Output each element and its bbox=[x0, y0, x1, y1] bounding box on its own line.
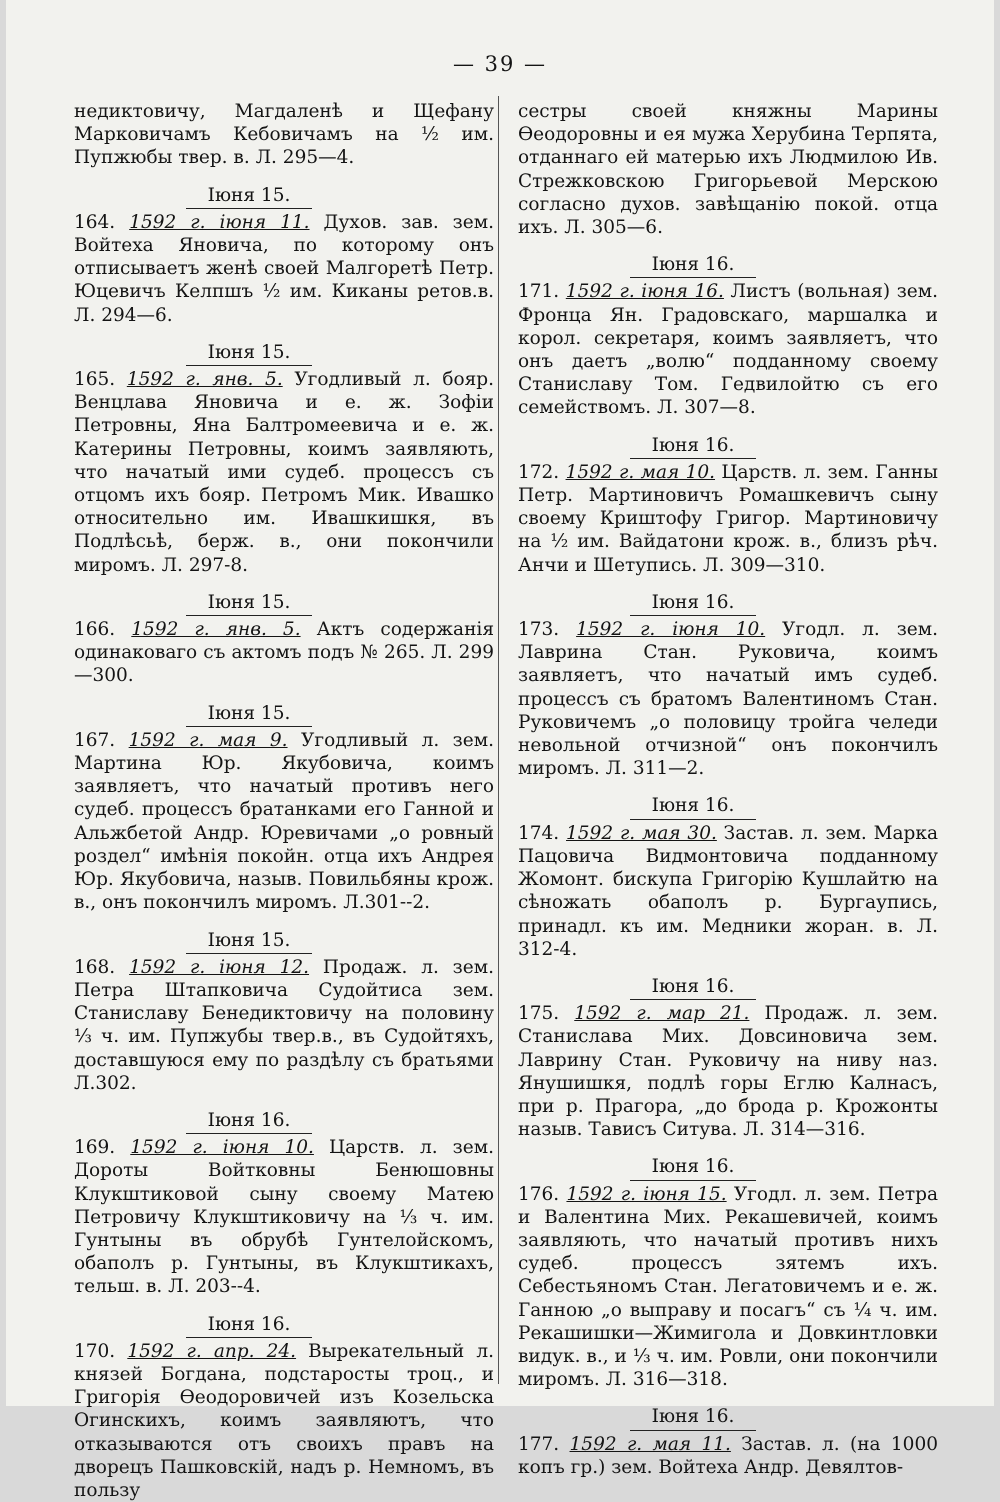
entry-number: 171. bbox=[518, 281, 566, 303]
entry-date-heading bbox=[518, 591, 938, 616]
entry-text: Застав. л. зем. Марка Пацовича Видмонтовича подданному Жомонт. бискупа Григорiю Кушлайтю на сѣножать обаполъ р. Бургаупись, принадл. къ им. Медники жоран. в. Л. 312-4. bbox=[518, 822, 938, 960]
entry-date: 1592 г. iюня 11. bbox=[129, 211, 310, 233]
entry-text: Листъ (вольная) зем. Фронца Ян. Градовскаго, маршалка и корол. секретаря, коимъ заявляетъ, что онъ даетъ „волю“ подданному своему Станиславу Том. Гедвилойтю съ его семействомъ. Л. 307—8. bbox=[518, 281, 939, 419]
entry-text: Продаж. л. зем. Петра Штапковича Судойтиса зем. Станиславу Бенедиктовичу на половину ⅓ ч. им. Пупжубы твер.в., въ Судойтяхъ, доставшуюся ему по раздѣлу съ братьями Л.302. bbox=[74, 956, 494, 1094]
register-entry bbox=[518, 1433, 938, 1479]
entry-date: 1592 г. мая 30. bbox=[566, 822, 717, 844]
entry-date-heading bbox=[518, 1155, 938, 1180]
register-entry bbox=[518, 1002, 938, 1141]
register-entry bbox=[74, 368, 494, 577]
entry-number: 166. bbox=[74, 619, 132, 641]
entry-date-heading bbox=[518, 253, 938, 278]
date-heading-text: Iюня 16. bbox=[630, 975, 757, 1000]
entry-text: Вырекательный л. князей Богдана, подстаросты троц., и Григорiя Ѳеодоровичей изъ Козельска Огинскихъ, коимъ заявляютъ, что отказываются отъ своихъ правъ на дворецъ Пашковскiй, надъ р. Немномъ, въ пользу bbox=[74, 1340, 494, 1501]
date-heading-text: Iюня 15. bbox=[186, 184, 313, 209]
register-entry bbox=[518, 618, 938, 780]
entry-number: 168. bbox=[74, 956, 130, 978]
entry-text: Угодл. л. зем. Петра и Валентина Мих. Рекашевичей, коимъ заявляють, что начатый противъ нихъ судеб. процессъ зятемъ ихъ. Себестьяномъ Стан. Легатовичемъ и е. ж. Ганною „о выправу и посагъ“ съ ¼ ч. им. Рекашишки—Жимигола и Довкинтловки видук. в., и ⅓ ч. им. Ровли, они покончили миромъ. Л. 316—318. bbox=[518, 1183, 938, 1391]
entry-date-heading bbox=[74, 591, 494, 616]
entry-date: 1592 г. янв. 5. bbox=[126, 369, 283, 391]
date-heading-text: Iюня 15. bbox=[186, 702, 313, 727]
entry-text: Актъ содержанiя одинаковаго съ актомъ подъ № 265. Л. 299—300. bbox=[74, 619, 494, 687]
entry-number: 176. bbox=[518, 1183, 567, 1205]
entry-text: Царств. л. зем. Ганны Петр. Мартиновичъ Ромашкевичъ сыну своему Криштофу Григор. Мартиновичу на ½ им. Вайдатони крож. в., близъ рѣч. Анчи и Шетупись. Л. 309—310. bbox=[518, 461, 938, 576]
entry-number: 177. bbox=[518, 1433, 570, 1455]
column-divider bbox=[498, 96, 499, 1384]
date-heading-text: Iюня 16. bbox=[630, 794, 757, 819]
entry-date: 1592 г. iюня 10. bbox=[130, 1137, 314, 1159]
right-column bbox=[518, 100, 938, 1479]
register-entry bbox=[74, 618, 494, 688]
date-heading-text: Iюня 15. bbox=[186, 341, 313, 366]
entry-date-heading bbox=[74, 702, 494, 727]
register-entry bbox=[518, 1183, 938, 1392]
date-heading-text: Iюня 15. bbox=[186, 929, 313, 954]
entry-number: 170. bbox=[74, 1340, 128, 1362]
entry-date: 1592 г. iюня 10. bbox=[576, 619, 766, 641]
entry-date-heading bbox=[74, 929, 494, 954]
date-heading-text: Iюня 16. bbox=[186, 1313, 313, 1338]
register-entry bbox=[518, 280, 938, 419]
entry-date: 1592 г. янв. 5. bbox=[131, 619, 301, 641]
register-entry bbox=[74, 1340, 494, 1502]
entry-number: 172. bbox=[518, 461, 566, 483]
date-heading-text: Iюня 16. bbox=[630, 253, 757, 278]
entry-number: 173. bbox=[518, 619, 577, 641]
entry-date-heading bbox=[74, 184, 494, 209]
entry-number: 169. bbox=[74, 1137, 131, 1159]
entry-date: 1592 г. апр. 24. bbox=[127, 1340, 297, 1362]
date-heading-text: Iюня 16. bbox=[630, 1405, 757, 1430]
date-heading-text: Iюня 15. bbox=[186, 591, 313, 616]
continued-paragraph: недиктовичу, Магдаленѣ и Щефану Марковичамъ Кебовичамъ на ½ им. Пупжюбы твер. в. Л. 295—4. bbox=[74, 101, 494, 169]
continued-paragraph: сестры своей княжны Марины Ѳеодоровны и ея мужа Херубина Терпята, отданнаго ей матерью ихъ Людмилою Ив. Стрежковскою Григорьевой Мерскою согласно духов. завѣщанiю покой. отца ихъ. Л. 305—6. bbox=[518, 101, 938, 239]
page-number: — 39 — bbox=[452, 52, 548, 76]
entry-text: Угодливый л. бояр. Венцлава Яновича и е. ж. Зофiи Петровны, Яна Балтромеевича и е. ж. Катерины Петровны, коимъ заявляють, что начатый ими судеб. процессъ съ отцомъ ихъ бояр. Петромъ Мик. Ивашко относительно им. Ивашкишкя, въ Подлѣсьѣ, берж. в., они покончили миромъ. Л. 297-8. bbox=[74, 369, 494, 576]
document-page bbox=[6, 0, 994, 1501]
date-heading-text: Iюня 16. bbox=[630, 1155, 757, 1180]
entry-date: 1592 г. мая 9. bbox=[128, 729, 288, 751]
register-entry bbox=[74, 211, 494, 327]
entry-date-heading bbox=[518, 975, 938, 1000]
register-entry bbox=[74, 956, 494, 1095]
entry-date-heading bbox=[74, 341, 494, 366]
entry-date: 1592 г. мар 21. bbox=[574, 1003, 750, 1025]
register-entry bbox=[74, 1136, 494, 1298]
entry-date: 1592 г. мая 10. bbox=[565, 461, 716, 483]
entry-date-heading bbox=[518, 434, 938, 459]
entry-text: Угодливый л. зем. Мартина Юр. Якубовича, коимъ заявляетъ, что начатый противъ него судеб. процессъ братанками его Ганной и Альжбетой Андр. Юревичами „о ровный роздел“ имѣнiя покойн. отца ихъ Андрея Юр. Якубовича, назыв. Повильбяны крож. в., онъ покончилъ миромъ. Л.301--2. bbox=[74, 729, 494, 914]
entry-date-heading bbox=[74, 1109, 494, 1134]
date-heading-text: Iюня 16. bbox=[630, 434, 757, 459]
entry-text: Застав. л. (на 1000 копъ гр.) зем. Войтеха Андр. Девялтов- bbox=[518, 1433, 938, 1478]
left-column bbox=[74, 100, 494, 1502]
register-entry bbox=[518, 461, 938, 577]
register-entry bbox=[74, 729, 494, 915]
entry-text: Угодл. л. зем. Лаврина Стан. Руковича, коимъ заявляетъ, что начатый имъ судеб. процессъ съ братомъ Валентиномъ Стан. Руковичемъ „о половицу тройга челеди невольной отчизной“ онъ покончилъ миромъ. Л. 311—2. bbox=[518, 619, 939, 780]
entry-number: 164. bbox=[74, 211, 130, 233]
entry-number: 165. bbox=[74, 369, 127, 391]
entry-date: 1592 г. iюня 15. bbox=[566, 1183, 727, 1205]
entry-text: Царств. л. зем. Дороты Войтковны Бенюшовны Клукштиковой сыну своему Матею Петровичу Клукштиковичу на ⅓ ч. им. Гунтыны въ обрубѣ Гунтелойскомъ, обаполъ р. Гунтыны, въ Клукштикахъ, тельш. в. Л. 203--4. bbox=[74, 1137, 494, 1298]
entry-date: 1592 г. iюня 16. bbox=[565, 281, 724, 303]
entry-number: 174. bbox=[518, 822, 567, 844]
entry-date-heading bbox=[518, 794, 938, 819]
entry-date: 1592 г. мая 11. bbox=[569, 1433, 731, 1455]
date-heading-text: Iюня 16. bbox=[186, 1109, 313, 1134]
entry-date-heading bbox=[518, 1405, 938, 1430]
entry-text: Духов. зав. зем. Войтеха Яновича, по которому онъ отписываетъ женѣ своей Малгоретѣ Петр. Юцевичъ Келпшъ ½ им. Киканы ретов.в. Л. 294—6. bbox=[74, 211, 494, 326]
entry-date: 1592 г. iюня 12. bbox=[129, 956, 310, 978]
entry-number: 175. bbox=[518, 1003, 575, 1025]
entry-number: 167. bbox=[74, 729, 129, 751]
register-entry bbox=[518, 822, 938, 961]
date-heading-text: Iюня 16. bbox=[630, 591, 757, 616]
entry-text: Продаж. л. зем. Станислава Мих. Довсиновича зем. Лаврину Стан. Руковичу на ниву наз. Янушишкя, подлѣ горы Еглю Калнасъ, при р. Прагора, „до брода р. Крожонты назыв. Тависъ Ситува. Л. 314—316. bbox=[518, 1003, 938, 1141]
entry-date-heading bbox=[74, 1313, 494, 1338]
